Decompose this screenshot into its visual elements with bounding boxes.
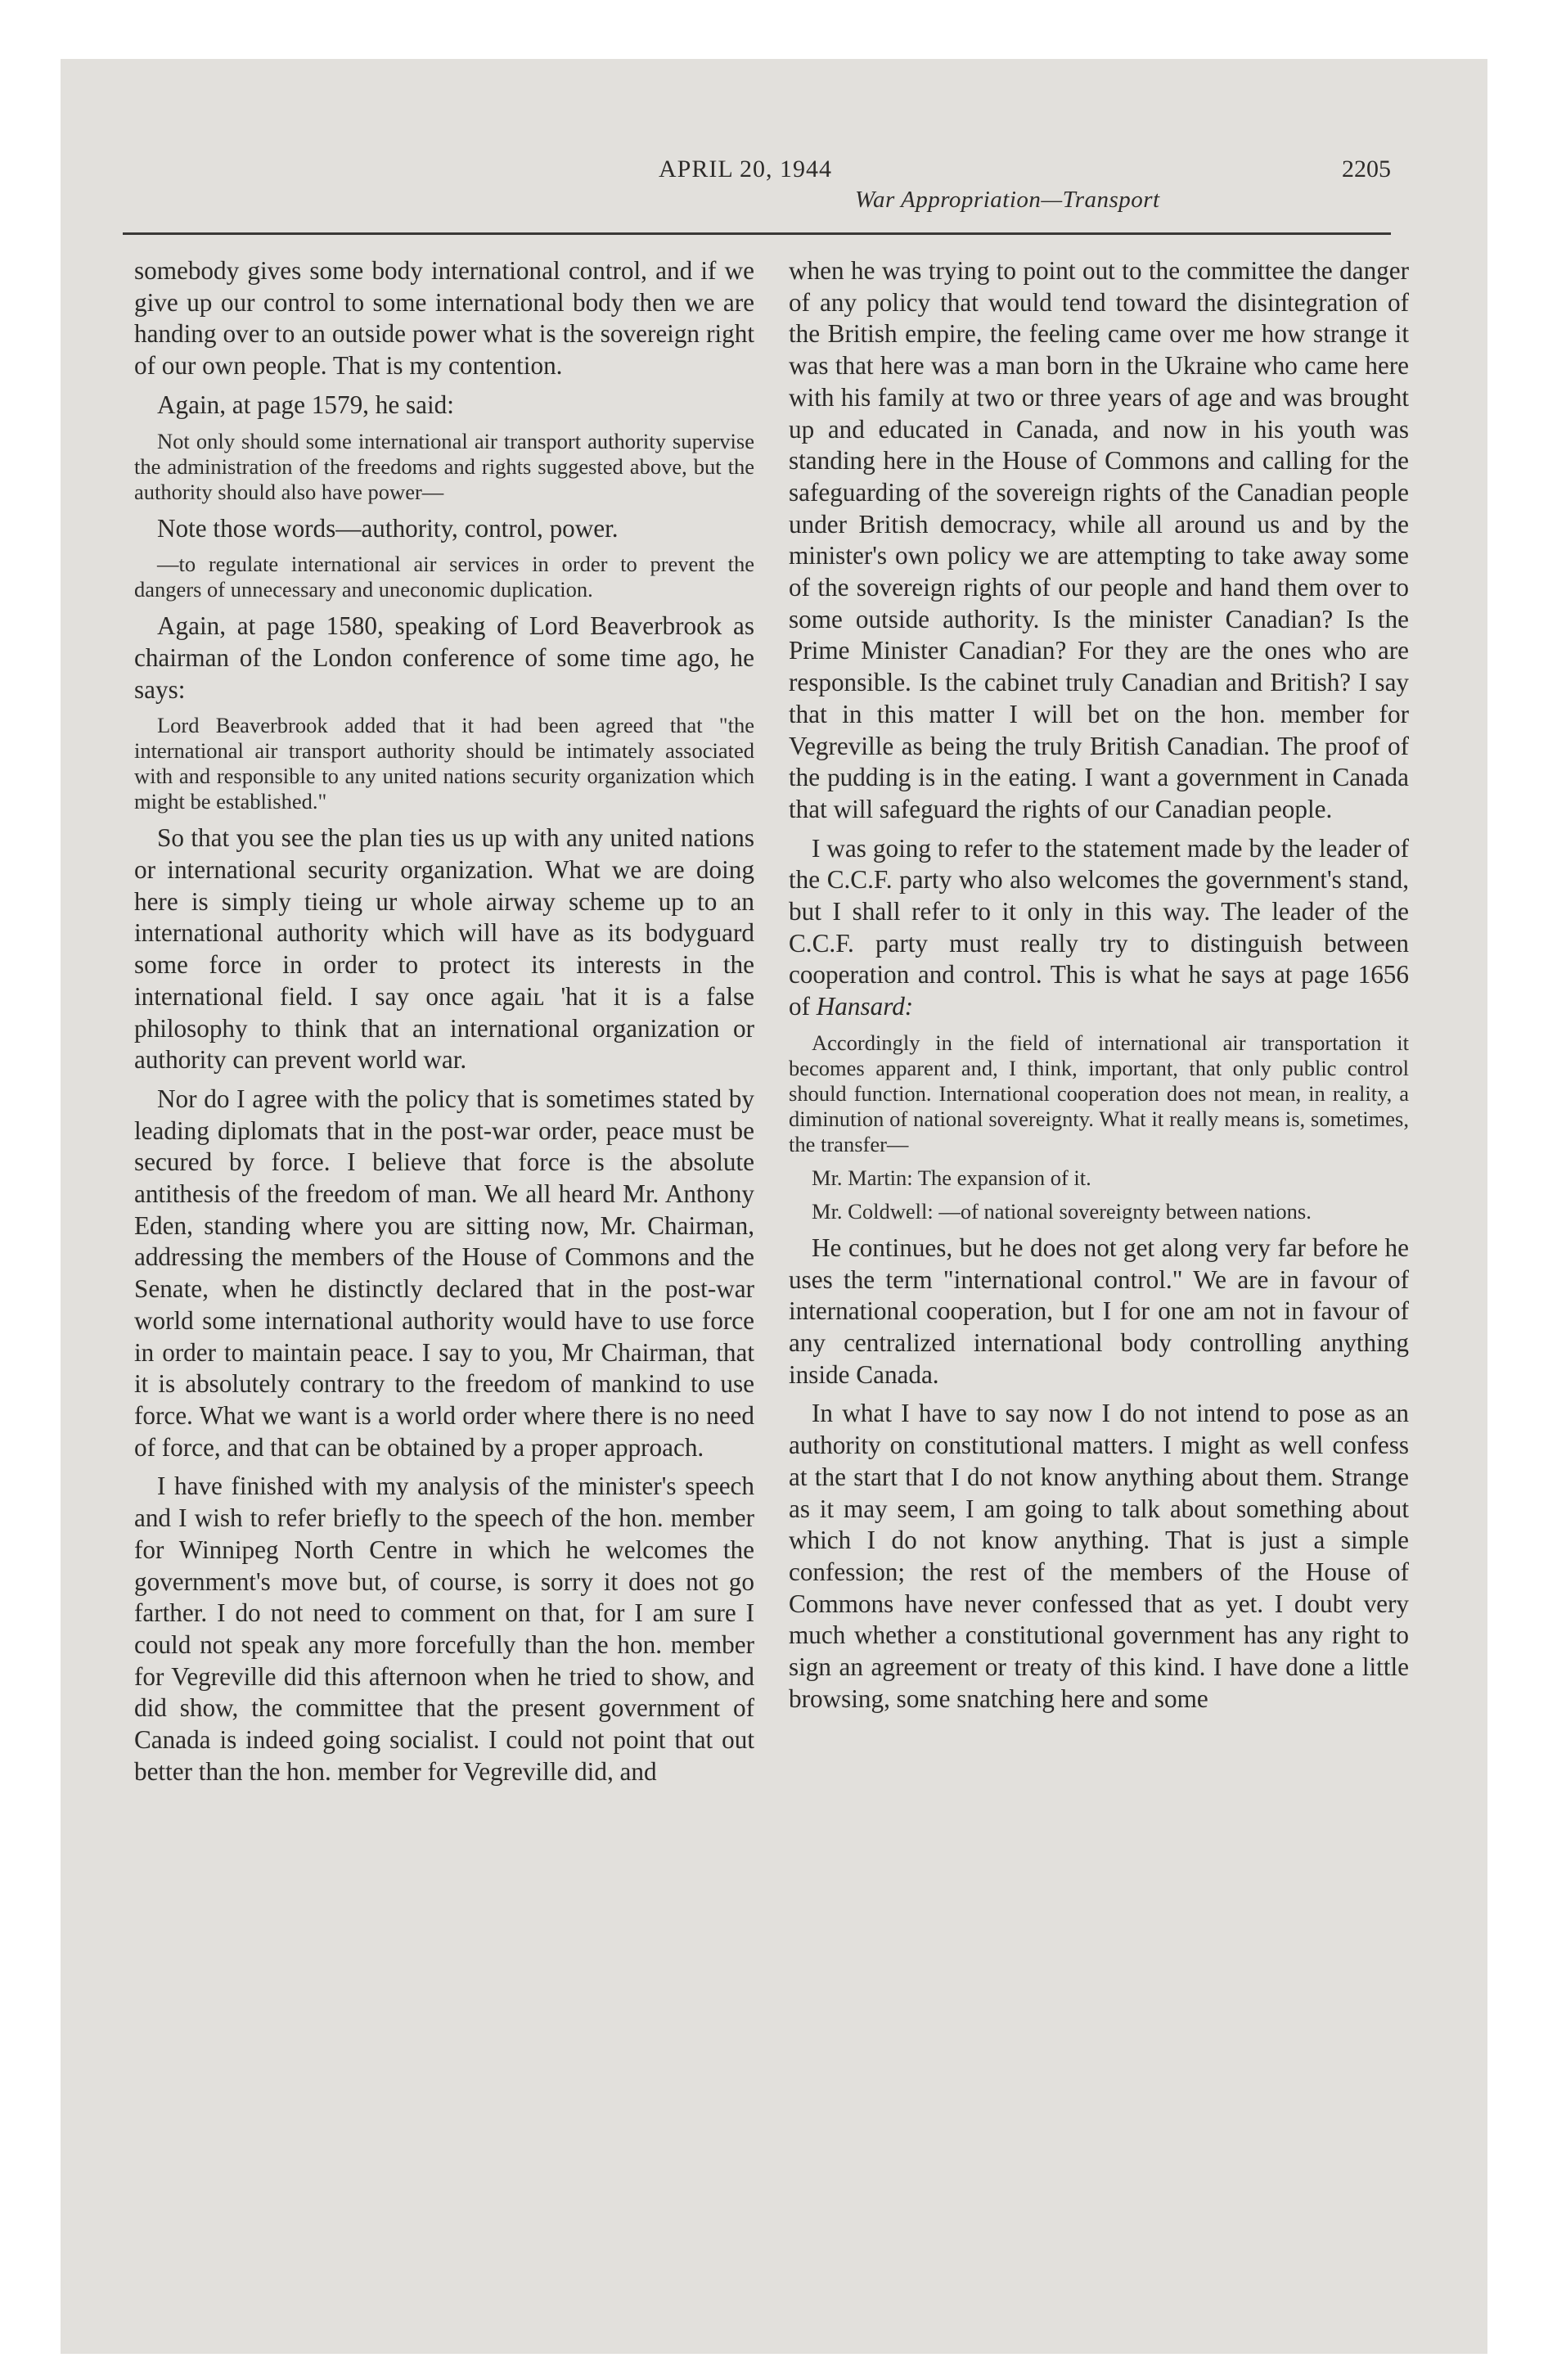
section-title: War Appropriation—Transport [855,187,1160,213]
block-quote: Lord Beaverbrook added that it had been agreed that "the international air transport authority should be intimately associated with and responsible to any united nations security organization which might be established." [134,713,754,814]
paragraph: So that you see the plan ties us up with any united nations or international security organization. What we are doing here is simply tieing ur whole airway scheme up to an international authority which will have as its bodyguard some force in order to protect its interests in the international field. I say once agaiʟ 'hat it is a false philosophy to think that an international organization or authority can prevent world war. [134,823,754,1075]
paragraph: when he was trying to point out to the committee the danger of any policy that would tend toward the disintegration of the British empire, the feeling came over me how strange it was that here was a man born in the Ukraine who came here with his family at two or three years of age and was brought up and educated in Canada, and now in his youth was standing here in the House of Commons and calling for the safeguarding of the sovereign rights of the Canadian people under British democracy, while all around us and by the minister's own policy we are attempting to take away some of the sovereign rights of our people and hand them over to some outside authority. Is the minister Canadian? Is the Prime Minister Canadian? For they are the ones who are responsible. Is the cabinet truly Canadian and British? I say that in this matter I will bet on the hon. member for Vegreville as being the truly British Canadian. The proof of the pudding is in the eating. I want a government in Canada that will safeguard the rights of our Canadian people. [789,256,1409,823]
paragraph: Again, at page 1580, speaking of Lord Beaverbrook as chairman of the London conference of some time ago, he says: [134,611,754,704]
paragraph [789,833,1409,1023]
block-quote: Not only should some international air transport authority supervise the administration of the freedoms and rights suggested above, but the authority should also have power— [134,428,754,504]
page-header [123,144,1391,226]
paragraph: I have finished with my analysis of the minister's speech and I wish to refer briefly to the speech of the hon. member for Winnipeg North Centre in which he welcomes the government's move but, of course, is sorry it does not go farther. I do not need to comment on that, for I am sure I could not speak any more forcefully than the hon. member for Vegreville did this afternoon when he tried to show, and did show, the committee that the present government of Canada is indeed going socialist. I could not point that out better than the hon. member for Vegreville did, and [134,1472,754,1786]
header-date: APRIL 20, 1944 [659,156,833,183]
paragraph: He continues, but he does not get along very far before he uses the term "international control." We are in favour of international cooperation, but I for one am not in favour of any centralized international body controlling anything inside Canada. [789,1233,1409,1389]
paragraph: Nor do I agree with the policy that is sometimes stated by leading diplomats that in the post-war order, peace must be secured by force. I believe that force is the absolute antithesis of the freedom of man. We all heard Mr. Anthony Eden, standing where you are sitting now, Mr. Chairman, addressing the members of the House of Commons and the Senate, when he distinctly declared that in the post-war world some international authority would have to use force in order to maintain peace. I say to you, Mr Chairman, that it is absolutely contrary to the freedom of mankind to use force. What we want is a world order where there is no need of force, and that can be obtained by a proper approach. [134,1084,754,1462]
paragraph: In what I have to say now I do not intend to pose as an authority on constitutional matters. I might as well confess at the start that I do not know anything about them. Strange as it may seem, I am going to talk about something about which I do not know anything. That is just a simple confession; the rest of the members of the House of Commons have never confessed that as yet. I doubt very much whether a constitutional government has any right to sign an agreement or treaty of this kind. I have done a little browsing, some snatching here and some [789,1399,1409,1713]
page-number: 2205 [1342,156,1391,183]
paragraph-text: I was going to refer to the statement made by the leader of the C.C.F. party who also welcomes the government's stand, but I shall refer to it only in this way. The leader of the C.C.F. party must really try to distinguish between cooperation and control. This is what he says at page 1656 of [789,833,1409,1021]
block-quote: —to regulate international air services in order to prevent the dangers of unnecessary and uneconomic duplication. [134,552,754,602]
hansard-citation: Hansard: [816,992,914,1021]
paragraph: Again, at page 1579, he said: [157,390,454,419]
right-column [789,255,1409,1722]
block-quote: Mr. Coldwell: —of national sovereignty between nations. [812,1198,1312,1224]
header-rule [123,232,1391,235]
left-column [134,255,754,1795]
block-quote: Accordingly in the field of international air transportation it becomes apparent and, I think, important, that only public control should function. International cooperation does not mean, in reality, a diminution of national sovereignty. What it really means is, sometimes, the transfer— [789,1030,1409,1156]
block-quote: Mr. Martin: The expansion of it. [812,1165,1091,1190]
paragraph: somebody gives some body international control, and if we give up our control to some international body then we are handing over to an outside power what is the sovereign right of our own people. That is my contention. [134,256,754,381]
paragraph: Note those words—authority, control, power. [157,513,619,543]
